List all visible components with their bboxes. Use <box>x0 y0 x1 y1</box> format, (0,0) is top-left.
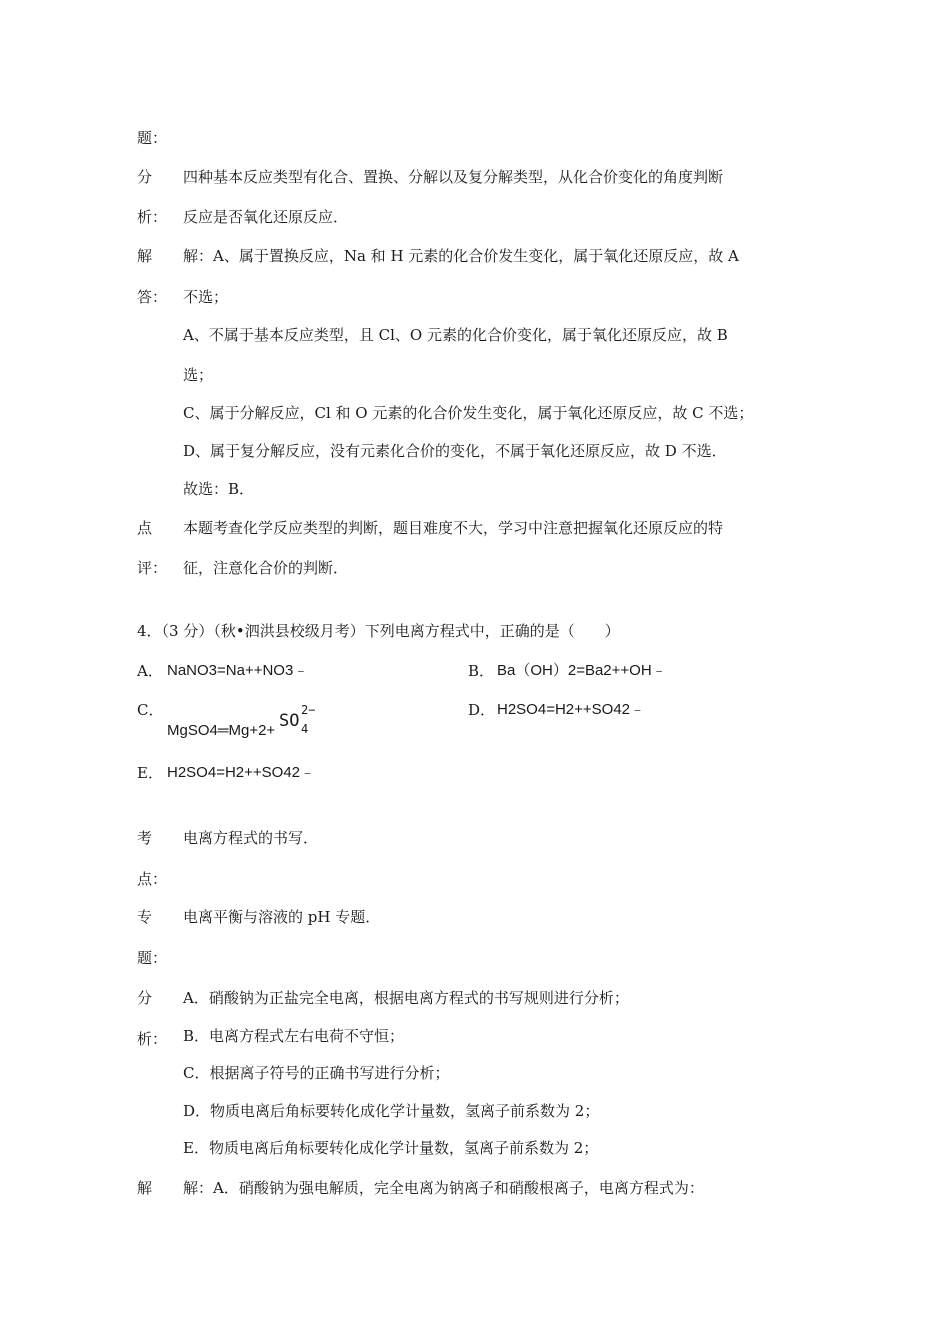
kaodian-label-1: 考 <box>137 829 153 847</box>
answer-line: 选； <box>183 366 214 384</box>
zhuanti-label-2: 题： <box>137 949 168 967</box>
analysis-line-2: 反应是否氧化还原反应． <box>183 208 349 226</box>
q4-analysis-line: C．根据离子符号的正确书写进行分析； <box>183 1064 450 1082</box>
comment-label-2: 评： <box>137 559 168 577</box>
q4-analysis-label-2: 析： <box>137 1030 168 1048</box>
option-c-label: C． <box>137 701 164 719</box>
option-c-ion: SO <box>279 711 300 731</box>
zhuanti-text: 电离平衡与溶液的 pH 专题． <box>183 908 381 926</box>
option-d-text: H2SO4=H2++SO42﹣ <box>497 701 646 718</box>
q4-answer-line-1: 解：A．硝酸钠为强电解质，完全电离为钠离子和硝酸根离子，电离方程式为： <box>183 1179 704 1197</box>
analysis-label-1: 分 <box>137 168 153 186</box>
answer-line: C、属于分解反应，Cl 和 O 元素的化合价发生变化，属于氧化还原反应，故 C 不选； <box>183 404 754 422</box>
prev-ti-fragment: 题： <box>137 129 168 147</box>
answer-label-1: 解 <box>137 247 153 265</box>
analysis-line-1: 四种基本反应类型有化合、置换、分解以及复分解类型，从化合价变化的角度判断 <box>183 168 724 186</box>
option-c-ion-subscript: 4 <box>301 722 309 736</box>
comment-label-1: 点 <box>137 519 153 537</box>
analysis-label-2: 析： <box>137 208 168 226</box>
option-b-label: B． <box>468 662 495 680</box>
q4-analysis-line: B．电离方程式左右电荷不守恒； <box>183 1027 405 1045</box>
zhuanti-label-1: 专 <box>137 908 153 926</box>
q4-analysis-line: E．物质电离后角标要转化成化学计量数，氢离子前系数为 2； <box>183 1139 599 1157</box>
answer-line: D、属于复分解反应，没有元素化合价的变化，不属于氧化还原反应，故 D 不选． <box>183 442 727 460</box>
option-d-label: D． <box>468 701 496 719</box>
kaodian-label-2: 点： <box>137 870 168 888</box>
option-c-text: MgSO4═Mg+2+ <box>167 722 276 739</box>
answer-line: A、不属于基本反应类型，且 Cl、O 元素的化合价变化，属于氧化还原反应，故 B <box>183 326 728 344</box>
comment-line-2: 征，注意化合价的判断． <box>183 559 349 577</box>
answer-line: 故选：B． <box>183 480 255 498</box>
option-e-text: H2SO4=H2++SO42﹣ <box>167 764 316 781</box>
comment-line-1: 本题考查化学反应类型的判断，题目难度不大，学习中注意把握氧化还原反应的特 <box>183 519 724 537</box>
q4-analysis-line: A．硝酸钠为正盐完全电离，根据电离方程式的书写规则进行分析； <box>183 989 629 1007</box>
question-stem: 4．（3 分）（秋•泗洪县校级月考）下列电离方程式中，正确的是（ ） <box>137 622 620 640</box>
option-e-label: E． <box>137 764 163 782</box>
q4-analysis-label-1: 分 <box>137 989 153 1007</box>
answer-line: 不选； <box>183 288 229 306</box>
q4-analysis-line: D．物质电离后角标要转化成化学计量数，氢离子前系数为 2； <box>183 1102 600 1120</box>
option-a-text: NaNO3=Na++NO3﹣ <box>167 662 309 679</box>
option-b-text: Ba（OH）2=Ba2++OH﹣ <box>497 662 667 679</box>
option-a-label: A． <box>137 662 163 680</box>
kaodian-text: 电离方程式的书写． <box>183 829 319 847</box>
answer-label-2: 答： <box>137 288 168 306</box>
answer-line: 解：A、属于置换反应，Na 和 H 元素的化合价发生变化，属于氧化还原反应，故 A <box>183 247 739 265</box>
option-c-ion-charge: 2− <box>301 703 316 717</box>
q4-answer-label-1: 解 <box>137 1179 153 1197</box>
